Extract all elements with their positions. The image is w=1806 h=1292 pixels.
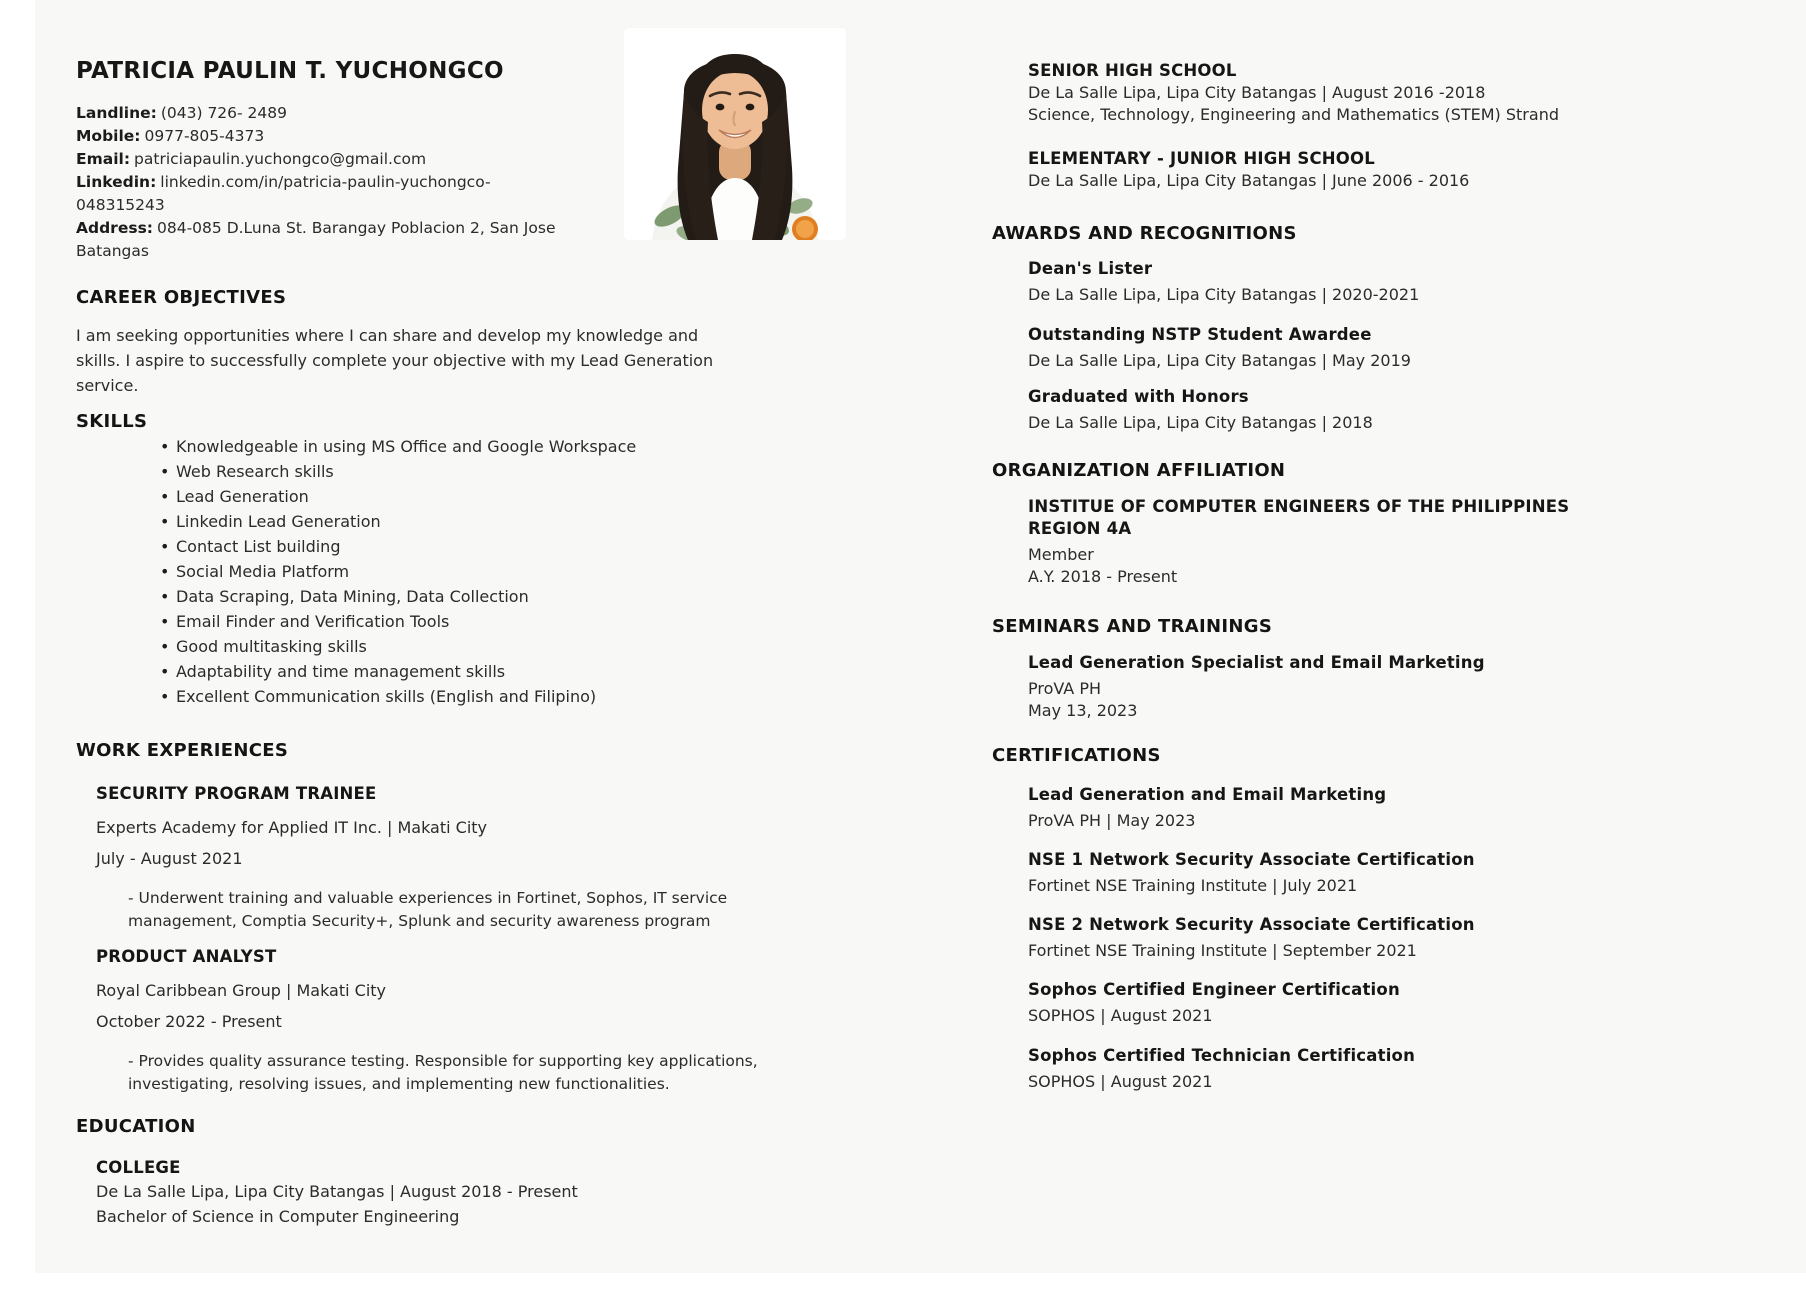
award-detail: De La Salle Lipa, Lipa City Batangas | 2020-2021 [1028,285,1420,304]
seminar-entry [1028,652,1632,722]
certification-entry [1028,849,1632,897]
certification-entry [1028,914,1632,962]
award-title: Dean's Lister [1028,259,1153,278]
skill-item: • Email Finder and Verification Tools [176,609,776,634]
certification-detail: SOPHOS | August 2021 [1028,1072,1213,1091]
job-company: Royal Caribbean Group | Makati City [96,981,387,1000]
skill-item: • Lead Generation [176,484,776,509]
certification-entry [1028,979,1632,1027]
section-heading-career-objectives: CAREER OBJECTIVES [76,287,287,308]
linkedin-value: linkedin.com/in/patricia-paulin-yuchongco-048315243 [76,173,491,214]
contact-mobile [76,125,556,148]
certification-title: Sophos Certified Engineer Certification [1028,980,1400,999]
certification-title: NSE 1 Network Security Associate Certification [1028,850,1475,869]
candidate-name: PATRICIA PAULIN T. YUCHONGCO [76,58,504,84]
organization-entry [1028,496,1632,588]
career-objective-text: I am seeking opportunities where I can share and develop my knowledge and skills. I aspire to successfully complete your objective with my Lead Generation service. [76,326,714,395]
contact-landline [76,102,556,125]
right-column [992,0,1632,1093]
certification-title: Lead Generation and Email Marketing [1028,785,1387,804]
skill-item: • Excellent Communication skills (English and Filipino) [176,684,776,709]
address-label: Address: [76,219,153,237]
award-title: Graduated with Honors [1028,387,1249,406]
email-label: Email: [76,150,131,168]
email-value: patriciapaulin.yuchongco@gmail.com [134,150,427,168]
skill-item: • Knowledgeable in using MS Office and Google Workspace [176,434,776,459]
skill-item: • Linkedin Lead Generation [176,509,776,534]
award-entry [1028,324,1632,372]
certification-detail: ProVA PH | May 2023 [1028,811,1196,830]
education-school: De La Salle Lipa, Lipa City Batangas | August 2018 - Present [96,1182,578,1201]
seminar-title: Lead Generation Specialist and Email Marketing [1028,653,1485,672]
job-company: Experts Academy for Applied IT Inc. | Makati City [96,818,488,837]
organization-name: INSTITUE OF COMPUTER ENGINEERS OF THE PHILIPPINES REGION 4A [1028,497,1570,538]
certification-detail: Fortinet NSE Training Institute | July 2021 [1028,876,1358,895]
award-entry [1028,258,1632,306]
award-entry [1028,386,1632,434]
section-heading-awards: AWARDS AND RECOGNITIONS [992,223,1297,244]
contact-linkedin [76,171,556,217]
address-value: 084-085 D.Luna St. Barangay Poblacion 2, San Jose Batangas [76,219,556,260]
section-heading-seminars: SEMINARS AND TRAININGS [992,616,1273,637]
skills-list [76,434,776,709]
certification-entry [1028,784,1632,832]
section-heading-skills: SKILLS [76,411,148,432]
job-dates: July - August 2021 [96,849,243,868]
certification-entry [1028,1045,1632,1093]
award-title: Outstanding NSTP Student Awardee [1028,325,1372,344]
section-heading-education: EDUCATION [76,1116,196,1137]
mobile-label: Mobile: [76,127,141,145]
job-description: - Underwent training and valuable experiences in Fortinet, Sophos, IT service management, Comptia Security+, Splunk and security awareness program [128,889,728,930]
organization-role: Member [1028,545,1094,564]
section-heading-work-experiences: WORK EXPERIENCES [76,740,289,761]
education-entry-elementary [1028,148,1632,192]
education-school: De La Salle Lipa, Lipa City Batangas | June 2006 - 2016 [1028,171,1470,190]
skill-item: • Web Research skills [176,459,776,484]
education-level: ELEMENTARY - JUNIOR HIGH SCHOOL [1028,149,1375,168]
skill-item: • Adaptability and time management skills [176,659,776,684]
certification-title: NSE 2 Network Security Associate Certification [1028,915,1475,934]
job-entry [96,946,776,1095]
organization-dates: A.Y. 2018 - Present [1028,567,1178,586]
contact-address [76,217,556,263]
section-heading-organization: ORGANIZATION AFFILIATION [992,460,1286,481]
certification-detail: Fortinet NSE Training Institute | September 2021 [1028,941,1417,960]
mobile-value: 0977-805-4373 [144,127,265,145]
skill-item: • Contact List building [176,534,776,559]
certification-title: Sophos Certified Technician Certification [1028,1046,1416,1065]
job-dates: October 2022 - Present [96,1012,282,1031]
award-detail: De La Salle Lipa, Lipa City Batangas | May 2019 [1028,351,1411,370]
contact-block [76,102,556,263]
section-heading-certifications: CERTIFICATIONS [992,745,1161,766]
job-title: PRODUCT ANALYST [96,947,277,966]
certification-detail: SOPHOS | August 2021 [1028,1006,1213,1025]
skill-item: • Social Media Platform [176,559,776,584]
landline-label: Landline: [76,104,157,122]
contact-email [76,148,556,171]
award-detail: De La Salle Lipa, Lipa City Batangas | 2018 [1028,413,1373,432]
education-degree: Bachelor of Science in Computer Engineering [96,1207,460,1226]
job-description: - Provides quality assurance testing. Responsible for supporting key applications, investigating, resolving issues, and implementing new functionalities. [128,1052,758,1093]
education-school: De La Salle Lipa, Lipa City Batangas | August 2016 -2018 [1028,83,1486,102]
skill-item: • Good multitasking skills [176,634,776,659]
linkedin-label: Linkedin: [76,173,157,191]
left-column [76,0,776,1228]
seminar-provider: ProVA PH [1028,679,1102,698]
landline-value: (043) 726- 2489 [160,104,288,122]
education-entry-college [96,1157,776,1228]
job-entry [96,783,776,932]
job-title: SECURITY PROGRAM TRAINEE [96,784,377,803]
education-level: COLLEGE [96,1158,181,1177]
education-level: SENIOR HIGH SCHOOL [1028,61,1237,80]
skill-item: • Data Scraping, Data Mining, Data Collection [176,584,776,609]
education-entry-senior-high [1028,60,1632,126]
education-strand: Science, Technology, Engineering and Mathematics (STEM) Strand [1028,105,1559,124]
seminar-date: May 13, 2023 [1028,701,1138,720]
